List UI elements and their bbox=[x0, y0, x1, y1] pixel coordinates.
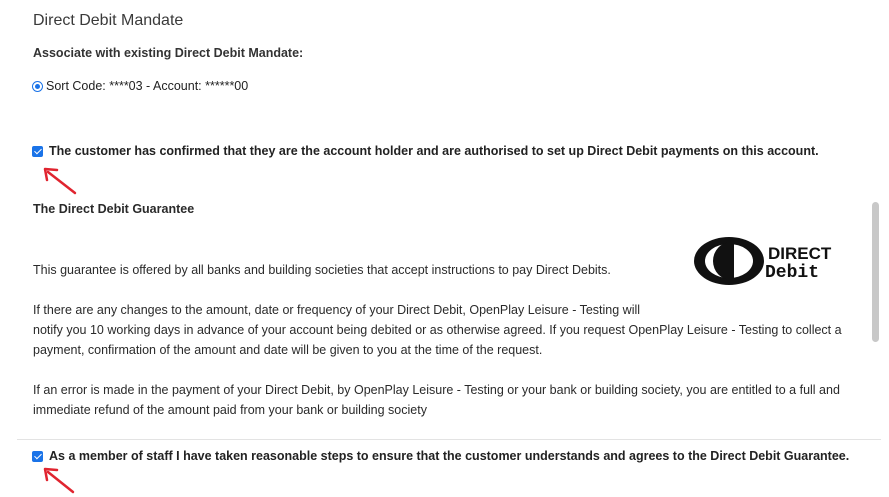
account-holder-checkbox[interactable] bbox=[32, 146, 43, 157]
staff-confirmation-checkbox[interactable] bbox=[32, 451, 43, 462]
associate-mandate-label: Associate with existing Direct Debit Mandate: bbox=[33, 46, 304, 60]
staff-confirmation[interactable] bbox=[32, 449, 849, 463]
guarantee-scrollbar[interactable] bbox=[872, 202, 879, 342]
guarantee-paragraph-3: If an error is made in the payment of your Direct Debit, by OpenPlay Leisure - Testing or your bank or building society, you are entitled to a full and immediate refund of the amount paid from your bank or building society bbox=[33, 383, 840, 417]
mandate-option[interactable] bbox=[32, 79, 248, 93]
logo-text-direct: DIRECT bbox=[768, 244, 832, 263]
account-holder-label: The customer has confirmed that they are the account holder and are authorised to set up Direct Debit payments on this account. bbox=[49, 144, 819, 158]
account-holder-confirmation[interactable] bbox=[32, 144, 819, 158]
section-title: Direct Debit Mandate bbox=[33, 12, 184, 29]
guarantee-title: The Direct Debit Guarantee bbox=[33, 202, 195, 216]
direct-debit-guarantee-panel[interactable] bbox=[17, 196, 881, 440]
guarantee-paragraph-2-rest: notify you 10 working days in advance of your account being debited or as otherwise agreed. If you request OpenPlay Leisure - Testing to collect a payment, confirmation of the amount and date will be given to you at the time of the request. bbox=[33, 323, 842, 357]
mandate-option-label: Sort Code: ****03 - Account: ******00 bbox=[46, 79, 249, 93]
annotation-arrow-icon bbox=[40, 165, 80, 197]
guarantee-paragraph-2-line-1: If there are any changes to the amount, date or frequency of your Direct Debit, OpenPlay Leisure - Testing will bbox=[33, 303, 641, 317]
direct-debit-logo-icon bbox=[693, 236, 848, 288]
annotation-arrow-icon bbox=[40, 465, 80, 497]
logo-text-debit: Debit bbox=[765, 263, 820, 283]
staff-confirmation-label: As a member of staff I have taken reasonable steps to ensure that the customer understands and agrees to the Direct Debit Guarantee. bbox=[49, 449, 850, 463]
guarantee-paragraph-1: This guarantee is offered by all banks and building societies that accept instructions to pay Direct Debits. bbox=[33, 263, 611, 277]
mandate-radio[interactable] bbox=[32, 81, 43, 92]
